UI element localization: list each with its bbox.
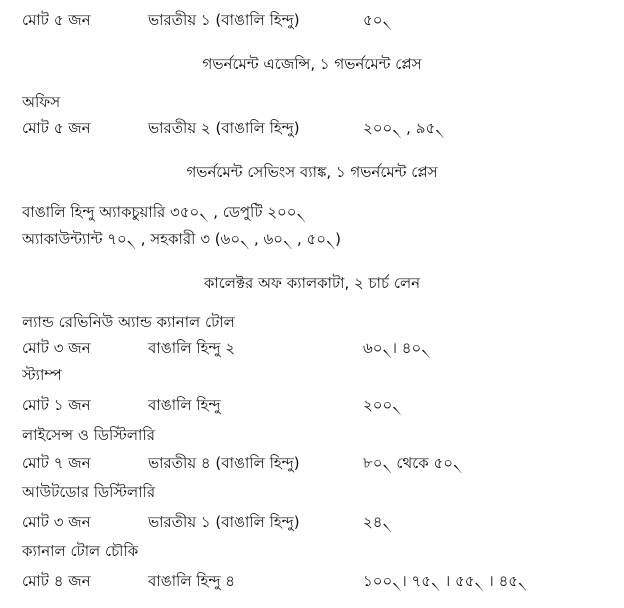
salary-values: ৫০৲: [363, 11, 392, 29]
staff-count: মোট ৫ জন: [22, 11, 91, 29]
text-line: [0, 201, 624, 223]
salary-values: ৬০৲। ৪০৲: [363, 339, 431, 357]
section-label-text: অফিস: [22, 93, 61, 111]
section-label-text: ল্যান্ড রেভিনিউ অ্যান্ড ক্যানাল টোল: [22, 313, 235, 331]
entry-row: [0, 570, 624, 592]
entry-row: [0, 9, 624, 31]
text-line-content: অ্যাকাউন্ট্যান্ট ৭০৲ , সহকারী ৩ (৬০৲ , ৬০৲ , ৫০৲): [22, 230, 341, 248]
entry-row: [0, 337, 624, 359]
text-line: [0, 228, 624, 250]
office-heading: গভর্নমেন্ট সেভিংস ব্যাঙ্ক, ১ গভর্নমেন্ট প্লেস: [186, 163, 438, 181]
salary-values: ২৪৲: [363, 513, 392, 531]
staff-description: বাঙালি হিন্দু ২: [148, 339, 236, 357]
staff-count: মোট ৭ জন: [22, 454, 91, 472]
office-heading: গভর্নমেন্ট এজেন্সি, ১ গভর্নমেন্ট প্লেস: [202, 55, 422, 73]
staff-description: ভারতীয় ১ (বাঙালি হিন্দু): [148, 11, 300, 29]
staff-description: ভারতীয় ২ (বাঙালি হিন্দু): [148, 119, 300, 137]
staff-count: মোট ৫ জন: [22, 119, 91, 137]
staff-description: বাঙালি হিন্দু: [148, 396, 221, 414]
staff-count: মোট ৩ জন: [22, 339, 91, 357]
staff-description: ভারতীয় ১ (বাঙালি হিন্দু): [148, 513, 300, 531]
section-label-text: স্ট্যাম্প: [22, 366, 62, 384]
salary-values: ১০০৲। ৭৫৲ । ৫৫৲ । ৪৫৲: [363, 572, 528, 590]
entry-row: [0, 394, 624, 416]
salary-values: ৮০৲ থেকে ৫০৲: [363, 454, 463, 472]
entry-row: [0, 117, 624, 139]
text-line-content: বাঙালি হিন্দু অ্যাকচুয়ারি ৩৫০৲ , ডেপুটি ২০০৲: [22, 203, 306, 221]
section-label: [0, 540, 624, 562]
salary-values: ২০০৲ , ৯৫৲: [363, 119, 445, 137]
staff-description: ভারতীয় ৪ (বাঙালি হিন্দু): [148, 454, 300, 472]
section-label: [0, 364, 624, 386]
staff-count: মোট ১ জন: [22, 396, 91, 414]
section-label-text: আউটডোর ডিস্টিলারি: [22, 483, 156, 501]
section-label: [0, 311, 624, 333]
entry-row: [0, 511, 624, 533]
office-heading: কালেক্টর অফ ক্যালকাটা, ২ চার্চ লেন: [203, 274, 421, 292]
salary-values: ২০০৲: [363, 396, 402, 414]
staff-count: মোট ৩ জন: [22, 513, 91, 531]
section-label-text: লাইসেন্স ও ডিস্টিলারি: [22, 426, 155, 444]
staff-description: বাঙালি হিন্দু ৪: [148, 572, 235, 590]
section-label: [0, 481, 624, 503]
staff-count: মোট ৪ জন: [22, 572, 91, 590]
section-label-text: ক্যানাল টোল চৌকি: [22, 542, 139, 560]
section-label: [0, 91, 624, 113]
entry-row: [0, 452, 624, 474]
section-label: [0, 424, 624, 446]
